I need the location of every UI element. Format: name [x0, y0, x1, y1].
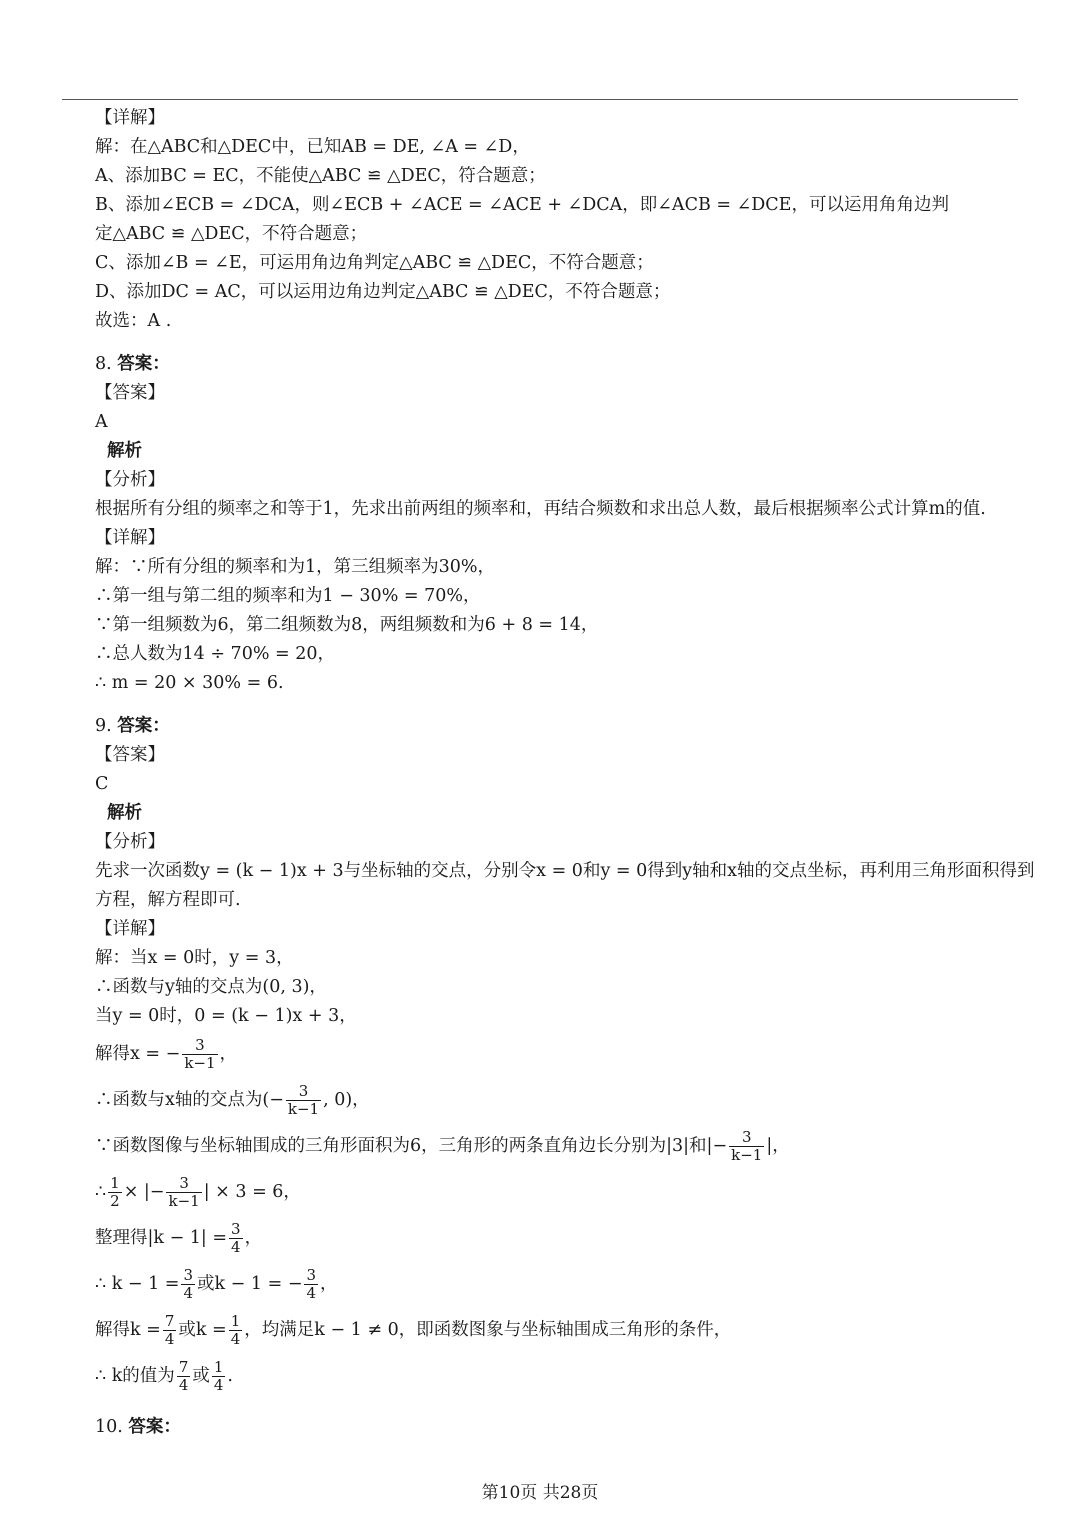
fraction-numerator: 7 — [164, 1312, 175, 1330]
q9-detail-5 — [95, 1077, 1040, 1123]
q9-detail-11 — [95, 1353, 1040, 1399]
q7-detail-tag: 【详解】 — [95, 108, 165, 128]
q9-detail-10 — [95, 1307, 1040, 1353]
q10-number: 10. — [95, 1417, 123, 1437]
fraction — [163, 1313, 177, 1348]
fraction — [108, 1175, 122, 1210]
header-rule — [62, 99, 1018, 100]
q8-heading — [95, 350, 1040, 379]
q9-d8-text-a: 整理得|k − 1| = — [95, 1228, 228, 1248]
q10-heading — [95, 1413, 1040, 1442]
fraction-numerator: 1 — [110, 1174, 120, 1192]
q9-d4-text-a: 解得x = − — [95, 1044, 181, 1064]
q7-option-c: C、添加∠B = ∠E，可运用角边角判定△ABC ≌ △DEC，不符合题意； — [95, 253, 654, 273]
page-footer: 第10页 共28页 — [481, 1483, 599, 1503]
q7-option-d: D、添加DC = AC，可以运用边角边判定△ABC ≌ △DEC，不符合题意； — [95, 282, 671, 302]
fraction-denominator: k−1 — [731, 1146, 763, 1164]
fraction-numerator: 1 — [213, 1358, 224, 1376]
q9-analysis-tag: 【分析】 — [95, 832, 165, 852]
fraction-denominator: 4 — [183, 1284, 193, 1302]
q9-d7-text-a: ∴ — [95, 1182, 107, 1202]
q9-d7-text-b: × |− — [123, 1182, 165, 1202]
fraction-numerator: 3 — [166, 1175, 201, 1193]
q9-d6-text-b: |， — [766, 1136, 790, 1156]
q8-number: 8. — [95, 354, 112, 374]
fraction — [304, 1267, 318, 1302]
q10-answer-head: 答案： — [128, 1417, 181, 1437]
q9-d11-text-a: ∴ k的值为 — [95, 1366, 175, 1386]
q8-detail-tag: 【详解】 — [95, 528, 165, 548]
q8-answer: A — [95, 412, 108, 432]
q8-detail-3: ∵第一组频数为6，第二组频数为8，两组频数和为6 + 8 = 14， — [95, 615, 599, 635]
q9-detail-2: ∴函数与y轴的交点为(0, 3)， — [95, 977, 327, 997]
fraction — [286, 1083, 321, 1118]
fraction — [166, 1175, 201, 1210]
fraction — [729, 1129, 764, 1164]
fraction — [212, 1359, 226, 1394]
fraction-denominator: 2 — [110, 1192, 120, 1210]
q9-detail-6 — [95, 1123, 1040, 1169]
fraction — [177, 1359, 191, 1394]
q7-option-b-1: B、添加∠ECB = ∠DCA，则∠ECB + ∠ACE = ∠ACE + ∠DCA，即∠ACB = ∠DCE，可以运用角角边判 — [95, 195, 949, 215]
q8-answer-head: 答案： — [117, 354, 170, 374]
fraction-numerator: 3 — [729, 1129, 764, 1147]
q9-d11-text-c: . — [227, 1366, 233, 1386]
q7-option-a: A、添加BC = EC，不能使△ABC ≌ △DEC，符合题意； — [95, 166, 546, 186]
fraction-denominator: k−1 — [168, 1192, 200, 1210]
page-content — [95, 104, 1040, 1442]
q7-line-1: 解：在△ABC和△DEC中，已知AB = DE, ∠A = ∠D， — [95, 137, 530, 157]
fraction-denominator: 4 — [213, 1376, 224, 1394]
fraction-denominator: 4 — [230, 1330, 241, 1348]
q8-answer-tag: 【答案】 — [95, 383, 165, 403]
fraction — [229, 1221, 243, 1256]
q9-detail-8 — [95, 1215, 1040, 1261]
q9-detail-1: 解：当x = 0时，y = 3， — [95, 948, 294, 968]
q7-choice: 故选：A . — [95, 311, 172, 331]
fraction-denominator: 4 — [164, 1330, 175, 1348]
q9-d9-text-c: ， — [320, 1274, 338, 1294]
fraction-denominator: k−1 — [184, 1054, 216, 1072]
fraction-numerator: 3 — [231, 1220, 241, 1238]
fraction-denominator: 4 — [178, 1376, 189, 1394]
q9-detail-9 — [95, 1261, 1040, 1307]
fraction-denominator: 4 — [306, 1284, 317, 1302]
q9-d6-text-a: ∵函数图像与坐标轴围成的三角形面积为6，三角形的两条直角边长分别为|3|和|− — [95, 1136, 728, 1156]
fraction-numerator: 1 — [230, 1312, 241, 1330]
q9-d5-text-b: , 0)， — [323, 1090, 370, 1110]
q9-d10-text-b: 或k = — [178, 1320, 227, 1340]
q7-option-b-2: 定△ABC ≌ △DEC，不符合题意； — [95, 224, 368, 244]
q9-jiexi: 解析 — [107, 803, 142, 823]
q9-d9-text-a: ∴ k − 1 = — [95, 1274, 180, 1294]
fraction-numerator: 3 — [182, 1037, 217, 1055]
q9-d8-text-b: ， — [244, 1228, 263, 1248]
fraction — [229, 1313, 243, 1348]
q9-number: 9. — [95, 716, 112, 736]
fraction-denominator: k−1 — [287, 1100, 320, 1118]
q8-analysis: 根据所有分组的频率之和等于1，先求出前两组的频率和，再结合频数和求出总人数，最后根据频率公式计算m的值. — [95, 499, 986, 519]
q9-d10-text-a: 解得k = — [95, 1320, 161, 1340]
q9-analysis: 先求一次函数y = (k − 1)x + 3与坐标轴的交点，分别令x = 0和y = 0得到y轴和x轴的交点坐标，再利用三角形面积得到方程，解方程即可. — [95, 861, 1035, 910]
fraction — [181, 1267, 195, 1302]
q9-detail-tag: 【详解】 — [95, 919, 165, 939]
q8-analysis-tag: 【分析】 — [95, 470, 165, 490]
q8-jiexi: 解析 — [107, 441, 142, 461]
q9-d11-text-b: 或 — [192, 1366, 210, 1386]
q9-d9-text-b: 或k − 1 = − — [197, 1274, 303, 1294]
q9-detail-4 — [95, 1031, 1040, 1077]
q9-d5-text-a: ∴函数与x轴的交点为(− — [95, 1090, 284, 1110]
fraction-numerator: 3 — [183, 1266, 193, 1284]
fraction-numerator: 3 — [286, 1083, 321, 1101]
q8-detail-1: 解：∵所有分组的频率和为1，第三组频率为30%， — [95, 557, 496, 577]
q9-detail-7 — [95, 1169, 1040, 1215]
q8-detail-4: ∴总人数为14 ÷ 70% = 20， — [95, 644, 336, 664]
q9-d4-text-b: ， — [219, 1044, 238, 1064]
q9-d7-text-c: | × 3 = 6， — [203, 1182, 301, 1202]
q8-detail-5: ∴ m = 20 × 30% = 6. — [95, 673, 284, 693]
fraction-denominator: 4 — [231, 1238, 241, 1256]
q8-detail-2: ∴第一组与第二组的频率和为1 − 30% = 70%， — [95, 586, 481, 606]
q9-answer-head: 答案： — [117, 716, 170, 736]
q9-answer: C — [95, 774, 109, 794]
q9-heading — [95, 712, 1040, 741]
fraction-numerator: 7 — [178, 1358, 189, 1376]
fraction — [182, 1037, 217, 1072]
fraction-numerator: 3 — [306, 1266, 317, 1284]
q9-answer-tag: 【答案】 — [95, 745, 165, 765]
q9-detail-3: 当y = 0时，0 = (k − 1)x + 3， — [95, 1006, 357, 1026]
q9-d10-text-c: ，均满足k − 1 ≠ 0，即函数图象与坐标轴围成三角形的条件， — [244, 1320, 732, 1340]
